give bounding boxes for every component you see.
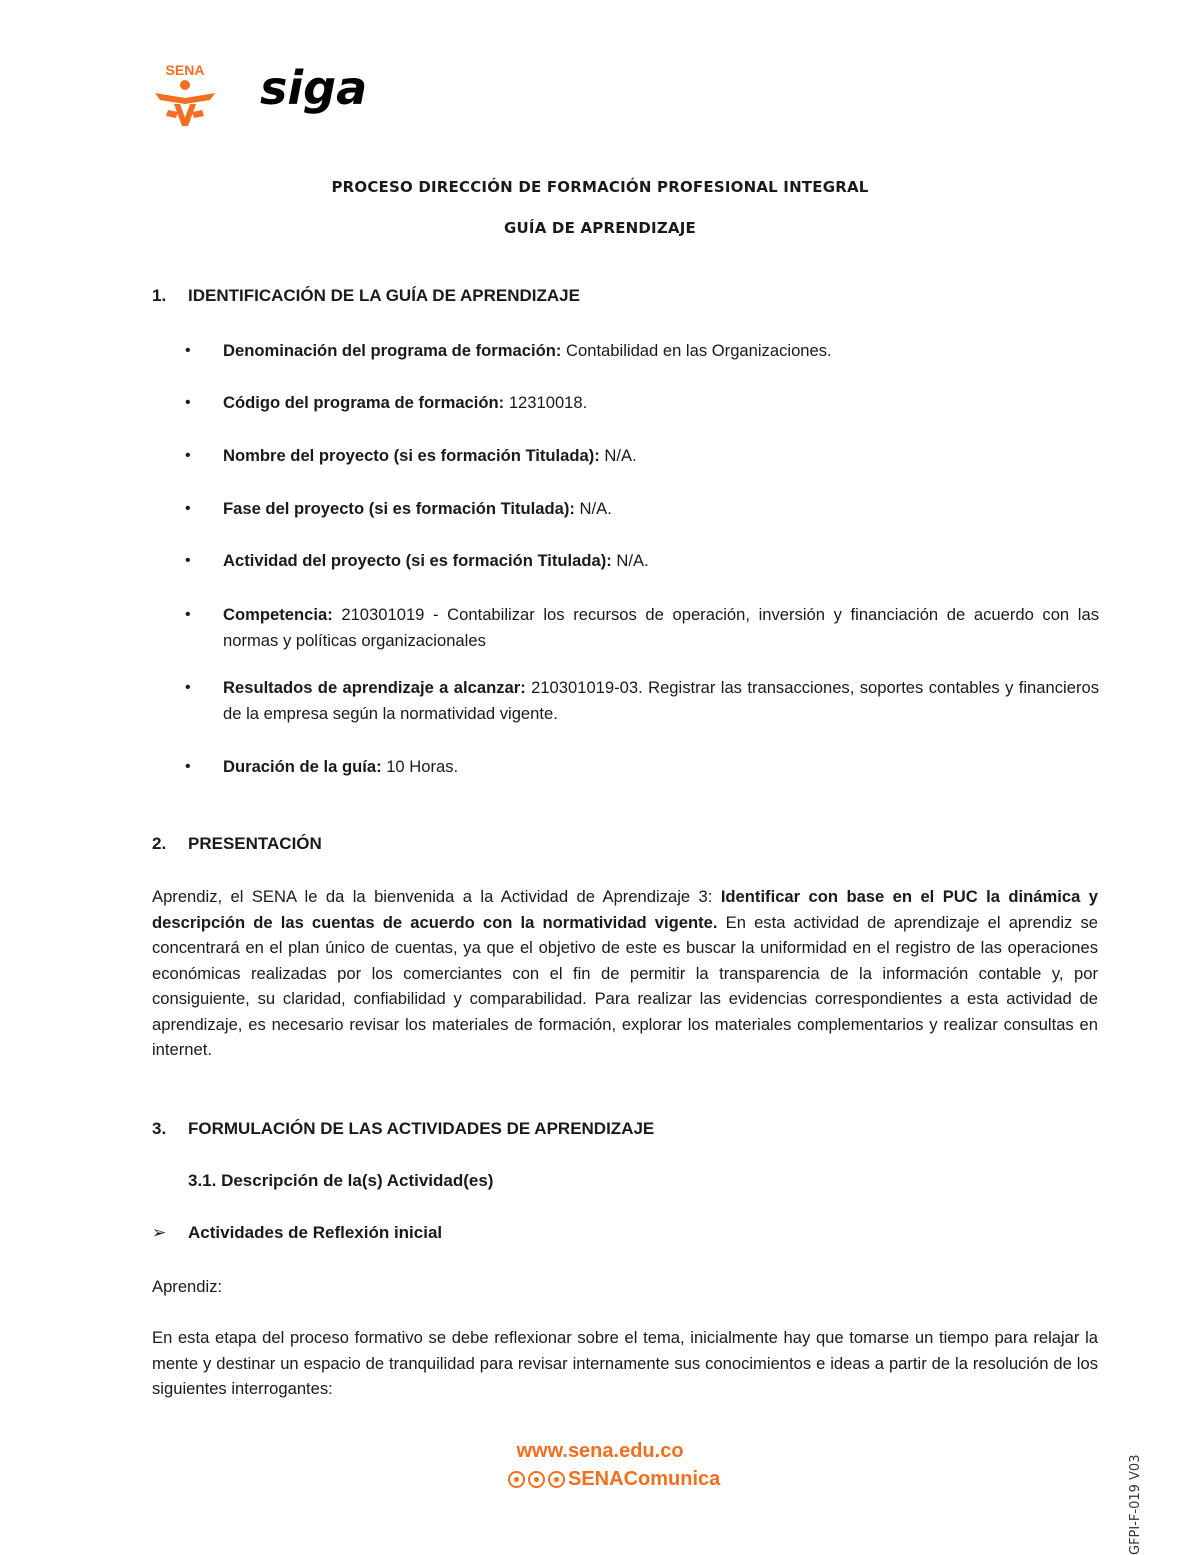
- item-value: N/A.: [611, 551, 649, 570]
- item-value: 12310018.: [504, 393, 588, 412]
- bullet-icon: •: [185, 679, 191, 696]
- presentation-text-start: Aprendiz, el SENA le da la bienvenida a la Actividad de Aprendizaje 3:: [152, 887, 721, 906]
- footer-social-handle: SENAComunica: [568, 1468, 721, 1490]
- reflection-paragraph: En esta etapa del proceso formativo se debe reflexionar sobre el tema, inicialmente hay que tomarse un tiempo para relajar la mente y destinar un espacio de tranquilidad para revisar internamente sus conocimientos e ideas a partir de la resolución de los siguientes interrogantes:: [152, 1328, 1098, 1398]
- section-3-heading: [152, 1119, 654, 1139]
- bullet-icon: •: [185, 447, 191, 464]
- guide-title: GUÍA DE APRENDIZAJE: [504, 219, 696, 237]
- bullet-icon: •: [185, 758, 191, 775]
- item-value: 10 Horas.: [381, 757, 459, 776]
- presentation-text-bold: Identificar con base en el PUC la dinámica y descripción de las cuentas de acuerdo con la normatividad vigente.: [152, 887, 1098, 932]
- item-label: Nombre del proyecto (si es formación Titulada):: [223, 446, 600, 465]
- presentation-text-end: En esta actividad de aprendizaje el aprendiz se concentrará en el plan único de cuentas, ya que el objetivo de este es buscar la uniformidad en el registro de las operaciones económicas realizadas por los comerciantes con el fin de permitir la transparencia de la información contable y, por consiguiente, su claridad, confiabilidad y comparabilidad. Para realizar las evidencias correspondientes a esta actividad de aprendizaje, es necesario revisar los materiales de formación, explorar los materiales complementarios y realizar consultas en internet.: [152, 912, 1098, 1059]
- item-label: Fase del proyecto (si es formación Titulada):: [223, 499, 575, 518]
- footer-social: [508, 1468, 720, 1491]
- section-3-number: 3.: [152, 1119, 167, 1138]
- siga-logo: [258, 64, 378, 124]
- reflection-heading: [152, 1223, 442, 1243]
- footer-url: www.sena.edu.co: [516, 1440, 684, 1462]
- sena-logo: [150, 60, 220, 130]
- sena-logo-text: SENA: [165, 62, 205, 78]
- section-2-heading: [152, 834, 322, 854]
- section-2-title: PRESENTACIÓN: [188, 834, 322, 853]
- section-2-number: 2.: [152, 834, 167, 853]
- item-label: Actividad del proyecto (si es formación Titulada):: [223, 551, 612, 570]
- item-label: Resultados de aprendizaje a alcanzar:: [223, 678, 526, 697]
- presentation-paragraph: [152, 884, 1098, 1063]
- arrow-bullet-icon: ➢: [152, 1223, 167, 1242]
- bullet-icon: •: [185, 394, 191, 411]
- item-value: N/A.: [599, 446, 637, 465]
- greeting-text: Aprendiz:: [152, 1277, 223, 1296]
- process-title: PROCESO DIRECCIÓN DE FORMACIÓN PROFESIONAL INTEGRAL: [331, 178, 869, 196]
- item-label: Competencia:: [223, 605, 333, 624]
- bullet-icon: •: [185, 500, 191, 517]
- item-label: Denominación del programa de formación:: [223, 341, 562, 360]
- bullet-icon: •: [185, 606, 191, 623]
- instagram-icon: [528, 1471, 545, 1488]
- document-code: GFPI-F-019 V03: [1128, 1454, 1143, 1555]
- item-value: 210301019 - Contabilizar los recursos de operación, inversión y financiación de acuerdo con las normas y políticas organizacionales: [223, 605, 1099, 650]
- section-1-title: IDENTIFICACIÓN DE LA GUÍA DE APRENDIZAJE: [188, 286, 580, 305]
- bullet-icon: •: [185, 342, 191, 359]
- item-label: Duración de la guía:: [223, 757, 382, 776]
- section-3-title: FORMULACIÓN DE LAS ACTIVIDADES DE APRENDIZAJE: [188, 1119, 655, 1138]
- youtube-icon: [508, 1471, 525, 1488]
- item-value: 210301019-03. Registrar las transacciones, soportes contables y financieros de la empresa según la normatividad vigente.: [223, 678, 1099, 723]
- item-label: Código del programa de formación:: [223, 393, 505, 412]
- facebook-icon: [548, 1471, 565, 1488]
- bullet-icon: •: [185, 552, 191, 569]
- item-value: Contabilidad en las Organizaciones.: [561, 341, 832, 360]
- item-value: N/A.: [574, 499, 612, 518]
- reflection-title: Actividades de Reflexión inicial: [188, 1223, 443, 1242]
- section-1-number: 1.: [152, 286, 167, 305]
- section-1-heading: [152, 286, 580, 306]
- siga-logo-text: siga: [260, 64, 368, 115]
- subsection-title: 3.1. Descripción de la(s) Actividad(es): [188, 1171, 494, 1190]
